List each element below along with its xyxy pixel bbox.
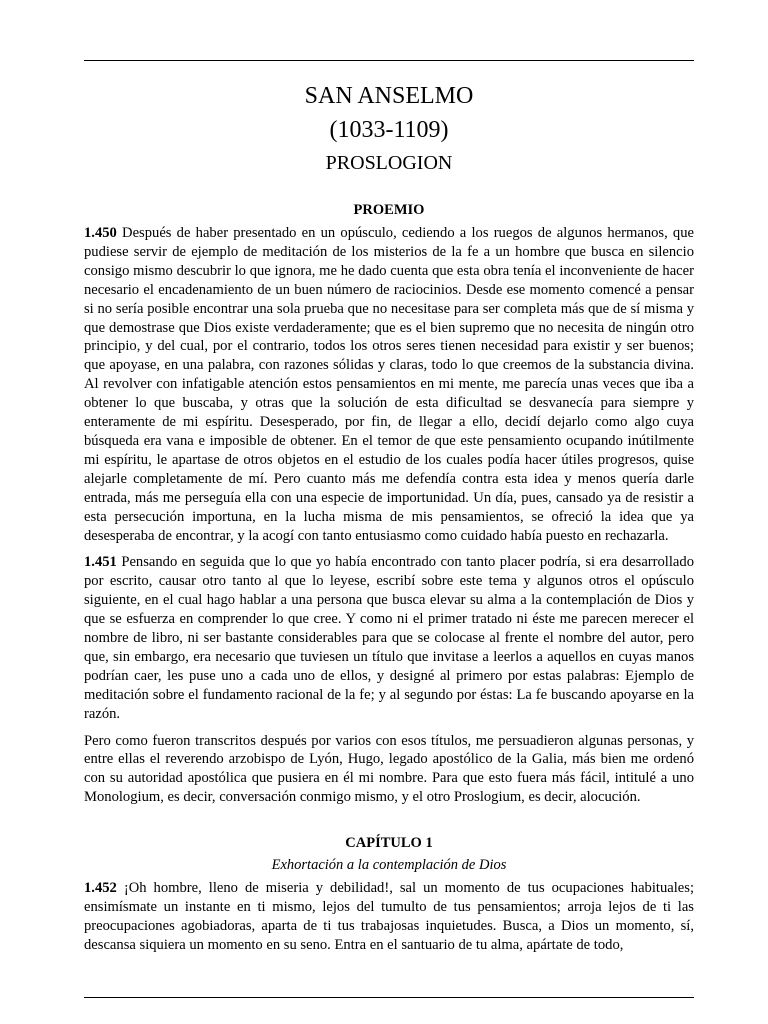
author-dates: (1033-1109): [329, 117, 449, 143]
paragraph-text: Después de haber presentado en un opúsculo, cediendo a los ruegos de algunos hermanos, que pudiese servir de ejemplo de meditación de los misterios de la fe a un hombre que busca en silencio consigo mismo descubrir lo que ignora, me he dado cuenta que esta obra tenía el inconveniente de hacer necesario el encadenamiento de un buen número de raciocinios. Desde ese momento comencé a pensar si no sería posible encontrar una sola prueba que no necesitase para ser completa más que de sí misma y que demostrase que Dios existe verdaderamente; que es el bien supremo que no necesita de ningún otro principio, y del cual, por el contrario, todos los otros seres tienen necesidad para existir y ser buenos; que apoyase, en una palabra, con razones sólidas y claras, todo lo que creemos de la substancia divina. Al revolver con infatigable atención estos pensamientos en mi mente, me parecía unas veces que iba a obtener lo que buscaba, y otras que la solución de esta dificultad se desvanecía para siempre y enteramente de mi espíritu. Desesperado, por fin, de llegar a ello, decidí dejarlo como algo cuya búsqueda era vana e imposible de obtener. En el temor de que este pensamiento ocupando inútilmente mi espíritu, le apartase de otros objetos en el estudio de los cuales podía hacer útiles progresos, quise alejarle completamente de mí. Pero cuanto más me defendía contra esta idea y menos quería darle entrada, más me perseguía ella con una especie de importunidad. Un día, pues, cansado ya de resistir a esta persecución importuna, en la lucha misma de mis pensamientos, se ofreció la idea que ya desesperaba de encontrar, y la acogí con tanto entusiasmo como cuidado había puesto en rechazarla.: [84, 225, 694, 544]
paragraph-text: Pero como fueron transcritos después por varios con esos títulos, me persuadieron algunas personas, y entre ellas el reverendo arzobispo de Lyón, Hugo, legado apostólico de la Galia, más bien me ordenó con su autoridad apostólica que pusiera en él mi nombre. Para que esto fuera más fácil, intitulé a uno Monologium, es decir, conversación conmigo mismo, y el otro Proslogium, es decir, alocución.: [84, 732, 694, 806]
chapter-1-subtitle: Exhortación a la contemplación de Dios: [271, 857, 507, 874]
paragraph-number: 1.451: [84, 554, 117, 571]
paragraph-1450: [84, 224, 694, 545]
chapter-1-heading: CAPÍTULO 1: [345, 835, 433, 852]
paragraph-number: 1.450: [84, 225, 117, 241]
author-title: SAN ANSELMO: [304, 83, 474, 109]
paragraph-unnumbered: [84, 732, 694, 808]
document-page: [84, 60, 694, 955]
paragraph-text: Pensando en seguida que lo que yo había encontrado con tanto placer podría, si era desarrollado por escrito, causar otro tanto al que lo leyese, escribí sobre este tema y algunos otros el opúsculo siguiente, en el cual hago hablar a una persona que busca elevar su alma a la contemplación de Dios y que se esfuerza en comprender lo que cree. Y como ni el primer tratado ni éste me parecen merecer el nombre de libro, ni ser bastante considerables para que se colocase al frente el nombre del autor, pero que, sin embargo, era necesario que tuviesen un título que invitase a leerlos a aquellos en cuyas manos podrían caer, les puse uno a cada uno de ellos, y designé al primero por estas palabras: Ejemplo de meditación sobre el fundamento racional de la fe; y al segundo por éstas: La fe buscando apoyarse en la razón.: [84, 554, 694, 722]
paragraph-text: ¡Oh hombre, lleno de miseria y debilidad!, sal un momento de tus ocupaciones habituales; ensimísmate un instante en ti mismo, lejos del tumulto de tus pensamientos; arroja lejos de ti las preocupaciones agobiadoras, aparta de ti tus trabajosas inquietudes. Busca, a Dios un momento, sí, descansa siquiera un momento en su seno. Entra en el santuario de tu alma, apártate de todo,: [84, 880, 694, 953]
proemio-heading: PROEMIO: [353, 202, 425, 218]
paragraph-1451: [84, 553, 694, 723]
paragraph-1452: [84, 879, 694, 955]
paragraph-number: 1.452: [84, 880, 117, 897]
bottom-rule: [84, 997, 694, 998]
work-title: PROSLOGION: [325, 152, 453, 174]
